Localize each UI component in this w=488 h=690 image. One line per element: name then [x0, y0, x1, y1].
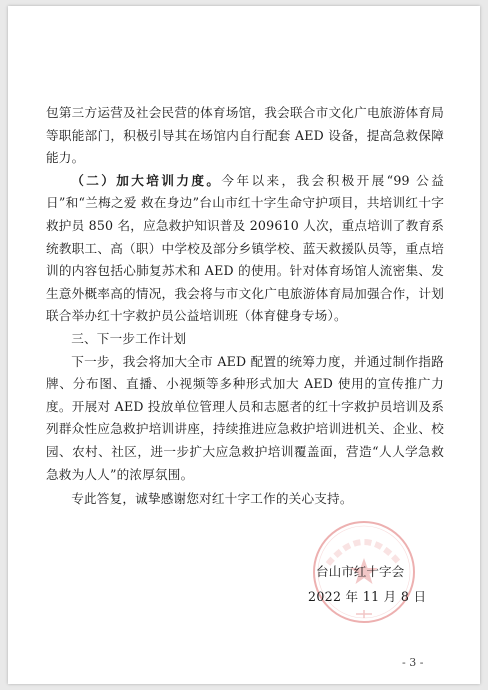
- body-text: [46, 102, 457, 511]
- paragraph-next-steps: 下一步，我会将加大全市 AED 配置的统筹力度，并通过制作指路牌、分布图、直播、小视频等多种形式加大 AED 使用的宣传推广力度。开展对 AED 投放单位管理人员和志愿者的红十字救护员培训及系列群众性应急救护培训讲座，持续推进应急救护培训进机关、企业、校园、农村、社区，进一步扩大应急救护培训覆盖面，营造“人人学急救 急救为人人”的浓厚氛围。: [46, 353, 457, 482]
- training-heading: （二）加大培训力度。: [71, 172, 222, 188]
- training-body: 今年以来，我会积极开展“99 公益日”和“兰梅之爱 救在身边”台山市红十字生命守护项目，共培训红十字救护员 850 名，应急救护知识普及 209610 人次，重点培训了教育系统教职工、高（职）中学校及部分乡镇学校、蓝天救援队员等，重点培训的内容包括心肺复苏术和 AED 的使用。针对体育场馆人流密集、发生意外概率高的情况，我会将与市文化广电旅游体育局加强合作，计划联合举办红十字救护员公益培训班（体育健身专场）。: [46, 172, 444, 324]
- section-title-next-steps: 三、下一步工作计划: [71, 330, 187, 346]
- signature-date: 2022 年 11 月 8 日: [308, 589, 427, 604]
- page-number: - 3 -: [402, 656, 424, 669]
- paragraph-training: [46, 170, 444, 328]
- document-page: [8, 6, 480, 684]
- signature-organization: 台山市红十字会: [316, 564, 405, 579]
- paragraph-aed-venues: 包第三方运营及社会民营的体育场馆，我会联合市文化广电旅游体育局等职能部门，积极引导其在场馆内自行配套 AED 设备，提高急救保障能力。: [46, 105, 444, 166]
- paragraph-closing: 专此答复，诚挚感谢您对红十字工作的关心支持。: [71, 491, 353, 507]
